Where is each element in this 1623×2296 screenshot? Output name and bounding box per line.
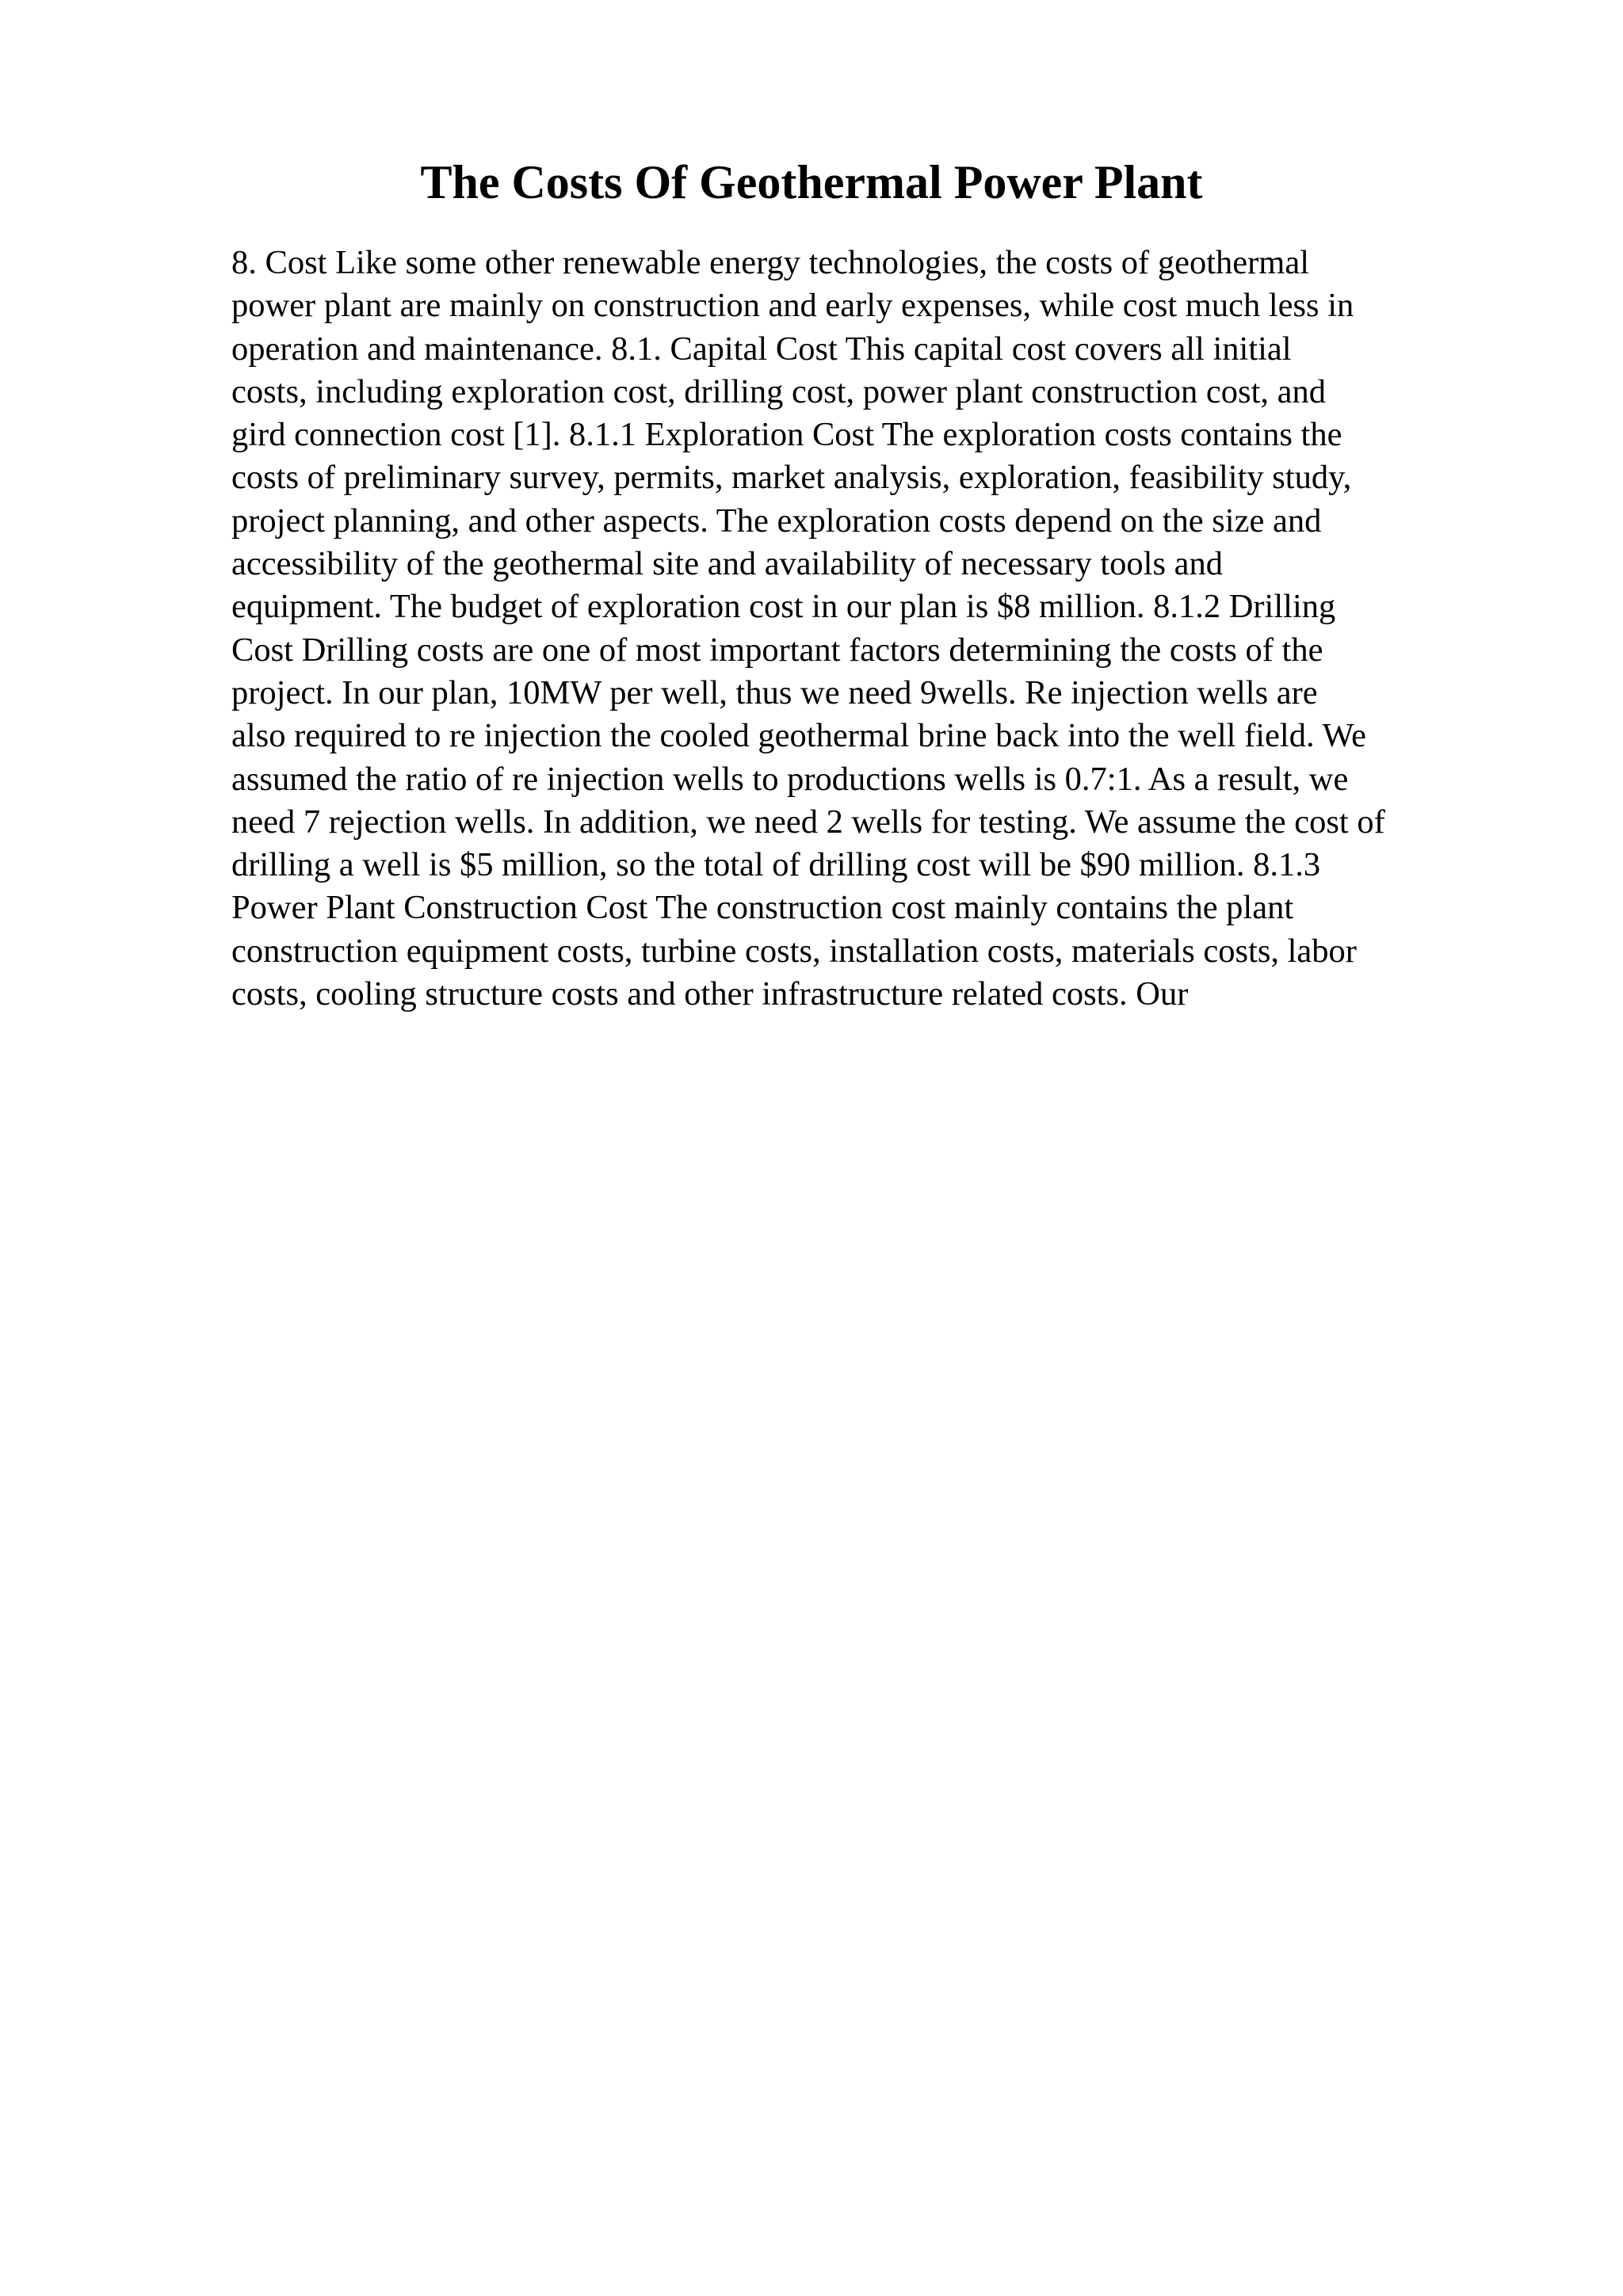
body-line: also required to re injection the cooled geothermal brine back into the well field. We xyxy=(231,717,1367,755)
body-line: costs, cooling structure costs and other infrastructure related costs. Our xyxy=(231,975,1189,1013)
body-line: drilling a well is $5 million, so the total of drilling cost will be $90 million. 8.1.3 xyxy=(231,846,1321,884)
body-line: costs, including exploration cost, drilling cost, power plant construction cost, and xyxy=(231,372,1327,410)
body-line: 8. Cost Like some other renewable energy technologies, the costs of geothermal xyxy=(231,244,1309,281)
body-line: costs of preliminary survey, permits, market analysis, exploration, feasibility study, xyxy=(231,459,1352,497)
document-body xyxy=(231,242,1515,1016)
body-line: operation and maintenance. 8.1. Capital Cost This capital cost covers all initial xyxy=(231,330,1292,368)
body-line: Power Plant Construction Cost The construction cost mainly contains the plant xyxy=(231,889,1294,927)
body-line: construction equipment costs, turbine costs, installation costs, materials costs, labor xyxy=(231,932,1357,970)
body-line: project planning, and other aspects. The exploration costs depend on the size and xyxy=(231,502,1322,540)
body-line: Cost Drilling costs are one of most important factors determining the costs of the xyxy=(231,631,1323,669)
body-line: need 7 rejection wells. In addition, we need 2 wells for testing. We assume the cost of xyxy=(231,803,1385,841)
body-line: accessibility of the geothermal site and availability of necessary tools and xyxy=(231,545,1223,583)
body-line: project. In our plan, 10MW per well, thus we need 9wells. Re injection wells are xyxy=(231,673,1318,711)
body-line: power plant are mainly on construction and early expenses, while cost much less in xyxy=(231,287,1354,325)
document-title: The Costs Of Geothermal Power Plant xyxy=(420,156,1203,208)
body-line: gird connection cost [1]. 8.1.1 Exploration Cost The exploration costs contains the xyxy=(231,416,1342,454)
body-line: equipment. The budget of exploration cost in our plan is $8 million. 8.1.2 Drilling xyxy=(231,588,1336,626)
body-line: assumed the ratio of re injection wells to productions wells is 0.7:1. As a result, we xyxy=(231,760,1349,798)
